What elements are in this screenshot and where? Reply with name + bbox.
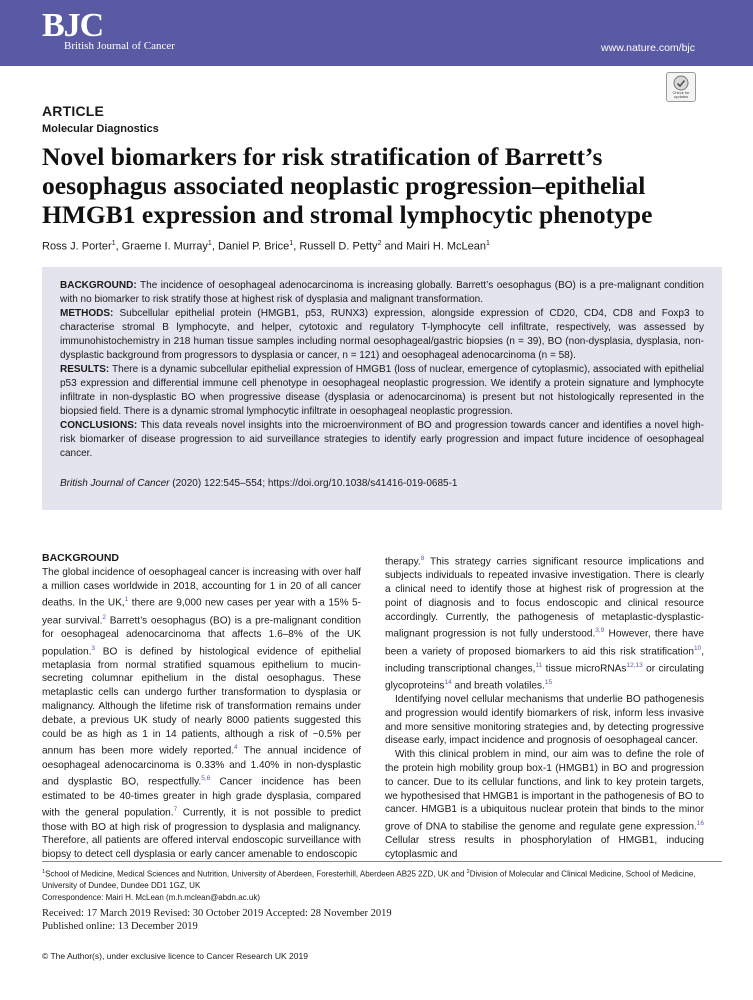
text-run: The global incidence of oesophageal cancer is increasing with over half a million cases worldwide in 2018, accounting for 1 in 20 of all cancer deaths. In the UK,	[42, 566, 361, 609]
footnote-divider	[42, 861, 722, 862]
affiliation-2: Division of Molecular and Clinical Medicine, School of Medicine, University of Dundee, Dundee DD1 1GZ, UK	[42, 869, 696, 891]
article-dates	[42, 908, 392, 933]
reference-citation[interactable]: 2	[102, 613, 107, 621]
received-dates: Received: 17 March 2019 Revised: 30 October 2019 Accepted: 28 November 2019	[42, 908, 392, 919]
published-date: Published online: 13 December 2019	[42, 920, 198, 932]
abstract-methods-text: Subcellular epithelial protein (HMGB1, p53, RUNX3) expression, alongside expression of CD20, CD4, CD8 and Foxp3 to characterise stromal B lymphocyte, and helper, cytotoxic and regulatory T-lymphocyte cell infiltrate, respectively, was assessed by immunohistochemistry in 218 human tissue samples including normal oesophageal/gastric biopsies (n = 39), BO (non-dysplasia, dysplasia, non-dysplastic background from progressors to dysplasia or cancer, n = 121) and oesophageal adenocarcinoma (n = 58).	[60, 308, 704, 361]
reference-citation[interactable]: 15	[544, 678, 553, 686]
reference-citation[interactable]: 14	[444, 678, 452, 686]
abstract-results-label: RESULTS:	[60, 364, 110, 375]
reference-citation[interactable]: 7	[173, 806, 178, 814]
aff-marker: 2	[466, 869, 470, 875]
author-affiliation-marker: 2	[377, 240, 382, 247]
copyright: © The Author(s), under exclusive licence to Cancer Research UK 2019	[42, 951, 308, 961]
text-run: However, there have been a variety of proposed biomarkers to aid this risk stratification	[385, 628, 704, 657]
check-updates-label: Check for updates	[672, 90, 690, 99]
abstract-results-text: There is a dynamic subcellular epithelial expression of HMGB1 (loss of nuclear, emergence of cytoplasmic), associated with epithelial p53 expression and differential immune cell phenotype in oesophageal neoplastic progression. We identify a protein signature and lymphocyte infiltrate in non-dysplastic BO when progressive disease (dysplasia or adenocarcinoma) is present but not histologically represented in the biopsied field. There is a dynamic stromal lymphocytic infiltrate in oesophageal neoplastic progression.	[60, 364, 704, 417]
abstract-background-label: BACKGROUND:	[60, 280, 137, 291]
abstract-results	[60, 363, 704, 419]
text-run: Cellular stress results in phosphorylation of HMGB1, inducing cytoplasmic and	[385, 835, 704, 861]
author-affiliation-marker: 1	[486, 240, 490, 247]
author-affiliation-marker: 1	[207, 240, 212, 247]
citation-line	[60, 477, 704, 491]
text-run: Barrett’s oesophagus (BO) is a pre-malignant condition for oesophageal adenocarcinoma that affects 1.6–8% of the UK population.	[42, 614, 361, 657]
abstract-methods-label: METHODS:	[60, 308, 114, 319]
journal-url-link[interactable]: www.nature.com/bjc	[601, 42, 695, 54]
check-updates-icon	[673, 75, 689, 91]
article-title: Novel biomarkers for risk stratification of Barrett’s oesophagus associated neoplastic progression–epithelial HMGB1 expression and stromal lymphocytic phenotype	[42, 142, 653, 229]
text-run: tissue microRNAs	[542, 663, 627, 675]
text-run: BO is defined by histological evidence of epithelial metaplasia from normal stratified squamous epithelium to mucin-secreting columnar epithelium in the distal oesophagus. These metaplastic cells can undergo further transformation to dysplasia or malignancy. Although the lifetime risk of transformation remains under debate, a previous UK study of nearly 8000 patients suggested this could be as high as 1 in 14 patients, although a risk of ~0.5% per annum has been more widely reported.	[42, 645, 361, 757]
body-column-right	[385, 552, 704, 862]
logo-mark: BJC	[42, 7, 104, 44]
aff-marker: 1	[42, 869, 46, 875]
paragraph	[42, 566, 361, 862]
text-run: and breath volatiles.	[451, 680, 545, 692]
reference-citation[interactable]: 5,6	[201, 775, 211, 783]
article-section: Molecular Diagnostics	[42, 123, 159, 135]
reference-citation[interactable]: 3	[91, 644, 96, 652]
logo-subtitle: British Journal of Cancer	[64, 40, 175, 52]
author-name[interactable]: Daniel P. Brice	[217, 240, 290, 253]
author-name[interactable]: Graeme I. Murray	[121, 240, 208, 253]
author-affiliation-marker: 1	[111, 240, 116, 247]
reference-citation[interactable]: 3,9	[595, 627, 605, 635]
abstract	[42, 267, 722, 510]
article-type: ARTICLE	[42, 103, 105, 119]
footnotes	[42, 867, 722, 903]
affiliation-1: School of Medicine, Medical Sciences and Nutrition, University of Aberdeen, Foresterhill, Aberdeen AB25 2ZD, UK and	[45, 869, 467, 879]
journal-logo[interactable]	[42, 6, 175, 52]
author-affiliation-marker: 1	[289, 240, 294, 247]
paragraph	[385, 748, 704, 862]
text-run: The annual incidence of oesophageal adenocarcinoma is 0.33% and 1.40% in non-dysplastic and dysplastic BO, respectfully.	[42, 745, 362, 788]
abstract-methods	[60, 307, 704, 363]
paragraph	[385, 552, 704, 693]
affiliations	[42, 867, 722, 892]
text-run: With this clinical problem in mind, our aim was to define the role of the protein high mobility group box-1 (HMGB1) in BO and progression to cancer. Due to its cellular functions, and link to key protein targets, we hypothesised that HMGB1 is important in the pathogenesis of BO to cancer. HMGB1 is a ubiquitous nuclear protein that binds to the minor grove of DNA to stabilise the genome and regulate gene expression.	[385, 749, 704, 833]
check-for-updates-badge[interactable]	[666, 72, 696, 102]
text-run: therapy.	[385, 556, 421, 568]
text-run: This strategy carries significant resource implications and subjects individuals to repeated invasive investigation. There is clearly a clinical need to identify those at highest risk of progression at the point of diagnosis and to focus endoscopic and clinical resource accordingly. Currently, the pathogenesis of metaplastic-dysplastic-malignant progression is not fully understood.	[385, 556, 704, 640]
author-name[interactable]: Russell D. Petty	[299, 240, 378, 253]
abstract-background-text: The incidence of oesophageal adenocarcinoma is increasing globally. Barrett’s oesophagus (BO) is a pre-malignant condition with no biomarker to risk stratify those at highest risk of dysplasia and malignant transformation.	[60, 280, 704, 305]
abstract-background	[60, 279, 704, 307]
journal-banner	[0, 0, 753, 66]
paragraph: Identifying novel cellular mechanisms that underlie BO pathogenesis and progression would identify biomarkers of risk, inform less invasive and more sensitive monitoring strategies and, by detecting progressive disease early, impact incidence and prognosis of oesophageal cancer.	[385, 693, 704, 747]
reference-citation[interactable]: 16	[696, 820, 704, 828]
abstract-conclusions-text: This data reveals novel insights into the microenvironment of BO and progression towards cancer and identifies a novel high-risk biomarker of disease progression to aid surveillance strategies to identify early progression and impact future incidence of oesophageal cancer.	[60, 420, 704, 459]
text-run: Cancer incidence has been estimated to be 40-times greater in high grade dysplasia, compared with the general population.	[42, 776, 361, 819]
abstract-conclusions-label: CONCLUSIONS:	[60, 420, 138, 431]
citation-journal: British Journal of Cancer	[60, 478, 170, 489]
reference-citation[interactable]: 4	[234, 744, 238, 752]
body-column-left	[42, 552, 361, 862]
text-run: Currently, it is not possible to predict those with BO at high risk of progression to dysplasia and malignancy. Therefore, all patients are offered interval endoscopic surveillance with biopsy to detect cell dysplasia or early cancer amenable to endoscopic	[42, 807, 361, 861]
reference-citation[interactable]: 11	[535, 661, 543, 669]
reference-citation[interactable]: 10	[693, 644, 702, 652]
author-list: Ross J. Porter$^1$, Graeme I. Murray$^1$, Daniel P. Brice$^1$, Russell D. Petty$^2$ and Mairi H. McLean$^1$	[42, 240, 490, 253]
reference-citation[interactable]: 12,13	[626, 661, 643, 669]
author-name[interactable]: Ross J. Porter	[42, 240, 112, 253]
abstract-conclusions	[60, 419, 704, 461]
text-run: , including transcriptional changes,	[385, 645, 704, 675]
section-heading-background: BACKGROUND	[42, 552, 119, 564]
citation-doi-link[interactable]: (2020) 122:545–554; https://doi.org/10.1038/s41416-019-0685-1	[169, 478, 458, 489]
correspondence: Correspondence: Mairi H. McLean (m.h.mclean@abdn.ac.uk)	[42, 892, 260, 902]
text-run: there are 9,000 new cases per year with a 15% 5-year survival.	[42, 597, 361, 626]
author-name[interactable]: Mairi H. McLean	[405, 240, 487, 253]
reference-citation[interactable]: 1	[124, 596, 129, 604]
reference-citation[interactable]: 8	[420, 555, 425, 562]
text-run: or circulating glycoproteins	[385, 663, 704, 692]
